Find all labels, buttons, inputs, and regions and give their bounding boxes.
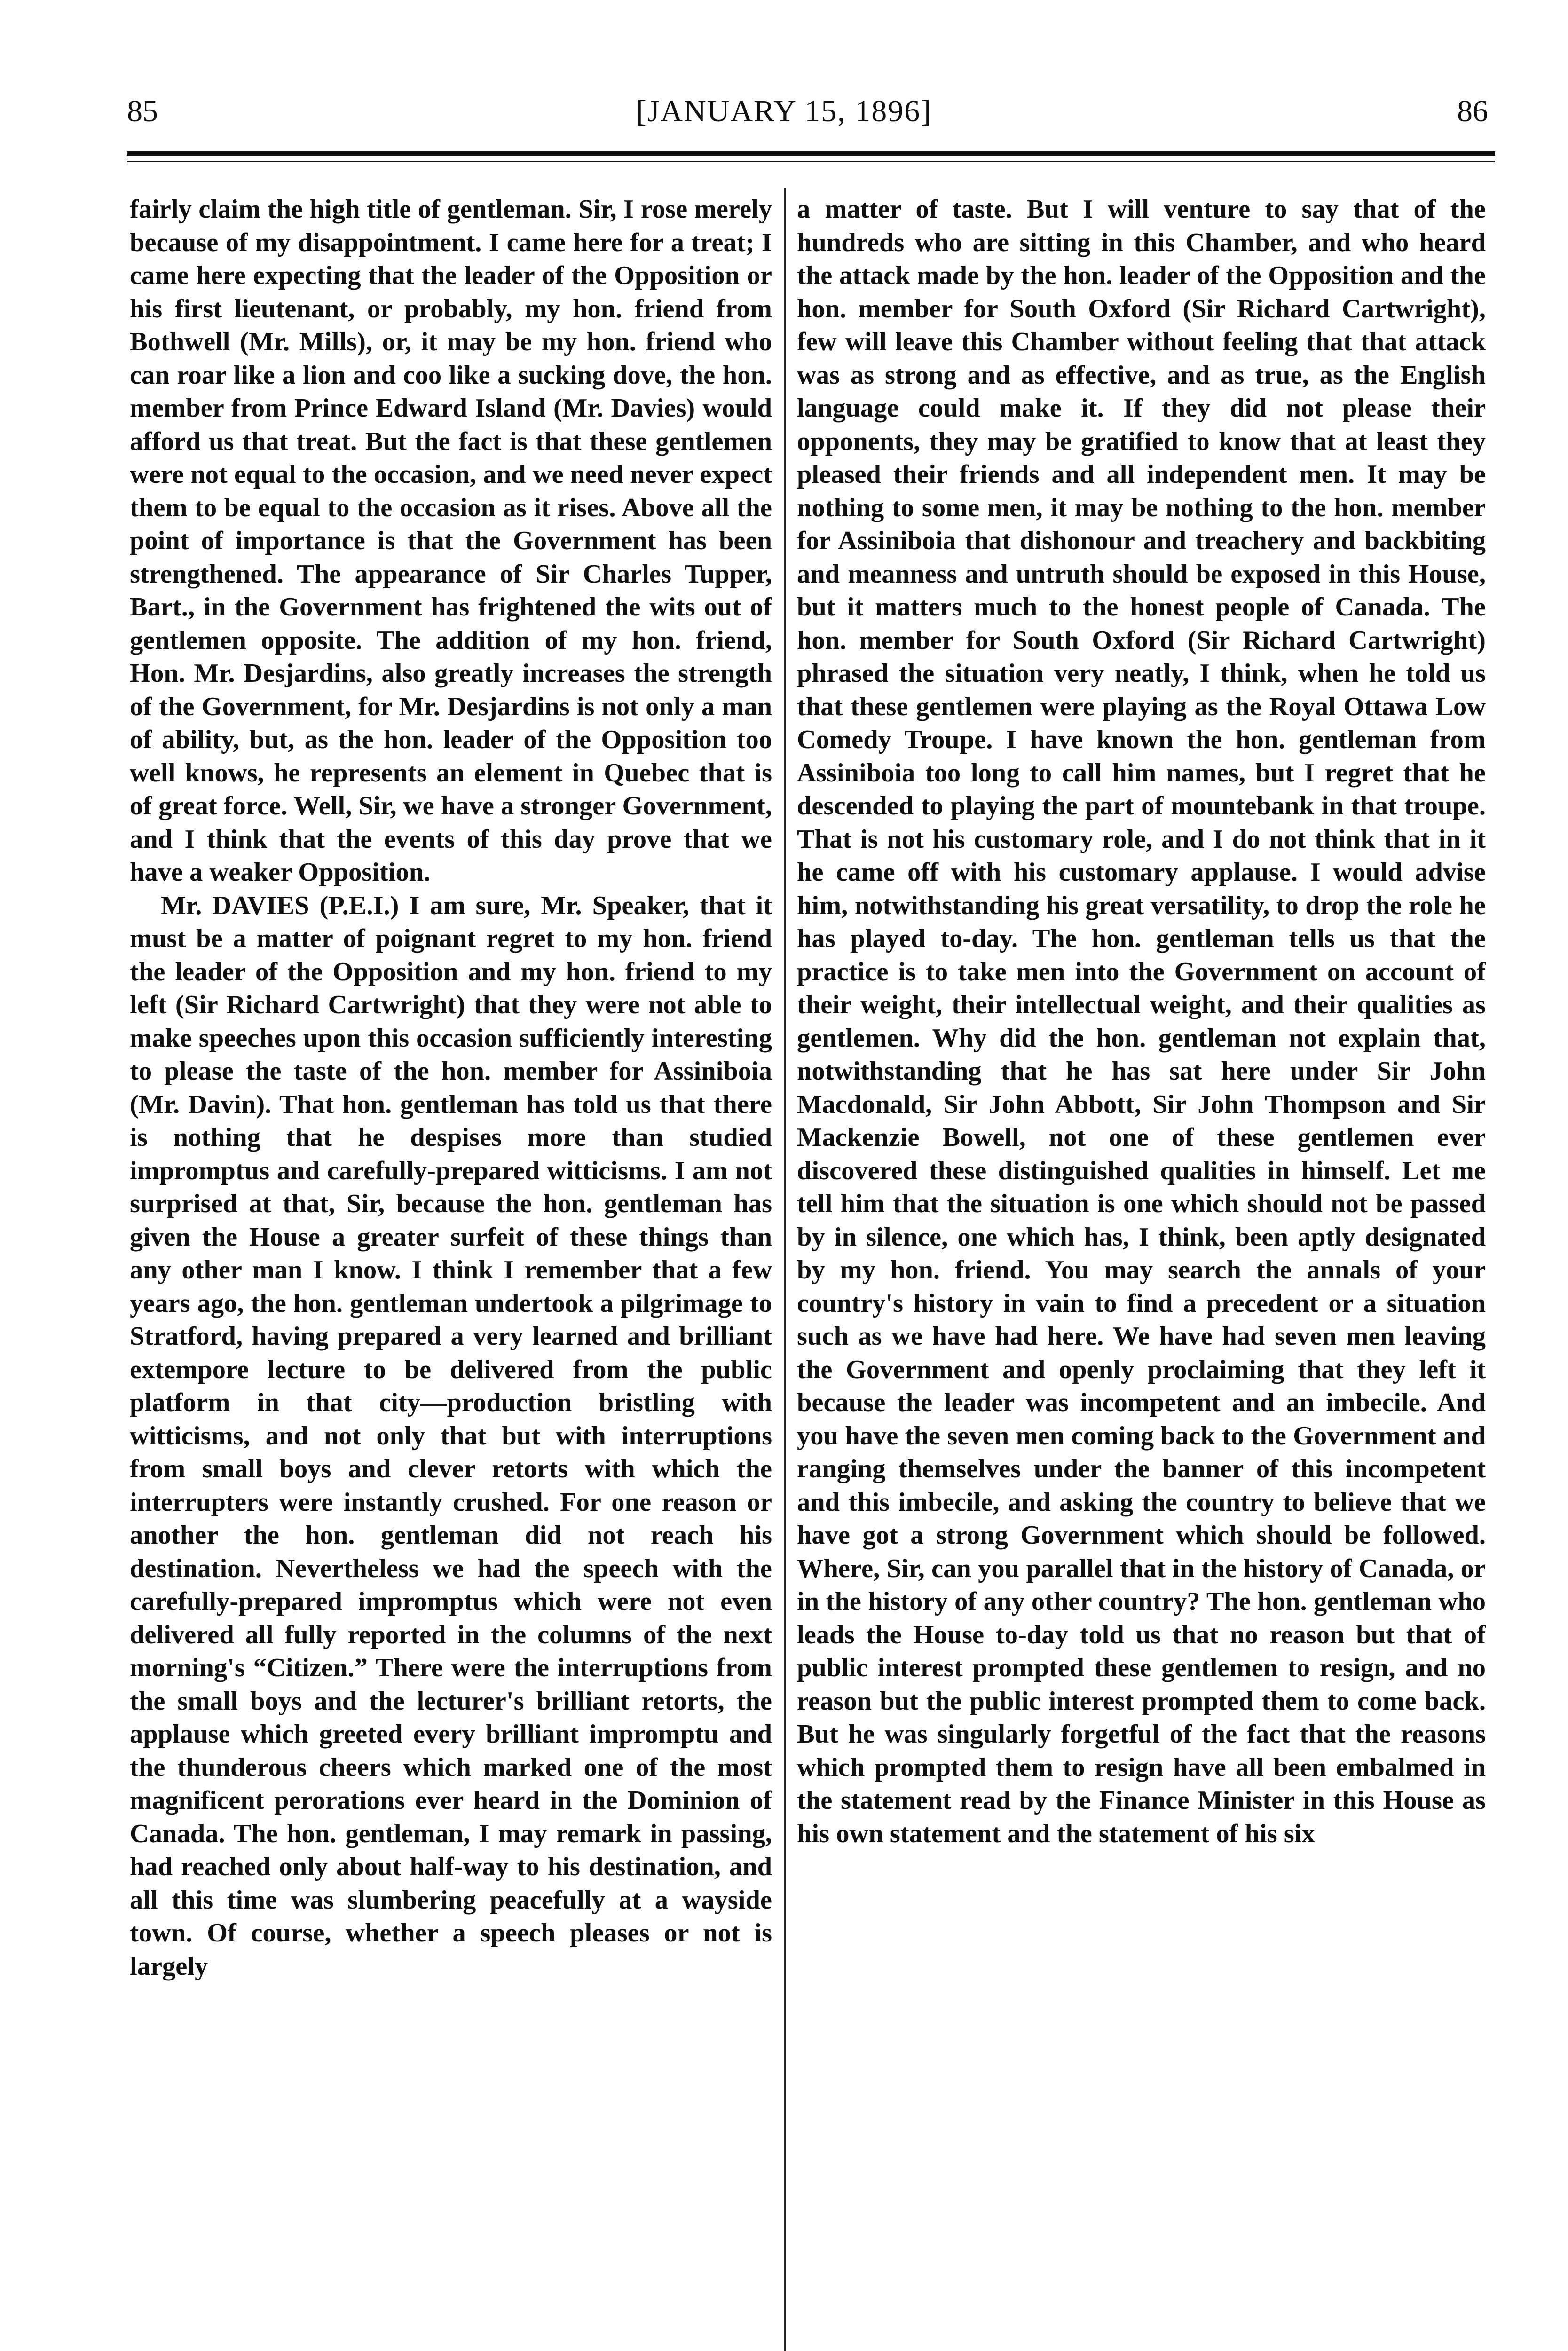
column-divider xyxy=(784,188,786,2351)
header-rule-thick xyxy=(127,151,1495,156)
right-paragraph-1: a matter of taste. But I will venture to say that of the hundreds who are sitting in this Chamber, and who heard the attack made by the hon. leader of the Opposition and the hon. member for South Oxford (Sir Richard Cartwright), few will leave this Chamber without feeling that that attack was as strong and as effective, and as true, as the English language could make it. If they did not please their opponents, they may be gratified to know that at least they pleased their friends and all independent men. It may be nothing to some men, it may be nothing to the hon. member for Assiniboia that dishonour and treachery and backbiting and meanness and untruth should be exposed in this House, but it matters much to the honest people of Canada. The hon. member for South Oxford (Sir Richard Cartwright) phrased the situation very neatly, I think, when he told us that these gentlemen were playing as the Royal Ottawa Low Comedy Troupe. I have known the hon. gentleman from Assiniboia too long to call him names, but I regret that he descended to playing the part of mountebank in that troupe. That is not his customary role, and I do not think that in it he came off with his customary applause. I would advise him, notwithstanding his great versatility, to drop the role he has played to-day. The hon. gentleman tells us that the practice is to take men into the Government on account of their weight, their intellectual weight, and their qualities as gentlemen. Why did the hon. gentleman not explain that, notwithstanding that he has sat here under Sir John Macdonald, Sir John Abbott, Sir John Thompson and Sir Mackenzie Bowell, not one of these gentlemen ever discovered these distinguished qualities in himself. Let me tell him that the situation is one which should not be passed by in silence, one which has, I think, been aptly designated by my hon. friend. You may search the annals of your country's history in vain to find a precedent or a situation such as we have had here. We have had seven men leaving the Government and openly proclaiming that they left it because the leader was incompetent and an imbecile. And you have the seven men coming back to the Government and ranging themselves under the banner of this incompetent and this imbecile, and asking the country to believe that we have got a strong Government which should be followed. Where, Sir, can you parallel that in the history of Canada, or in the history of any other country? The hon. gentleman who leads the House to-day told us that no reason but that of public interest prompted these gentlemen to resign, and no reason but the public interest prompted them to come back. But he was singularly forgetful of the fact that the reasons which prompted them to resign have all been embalmed in the statement read by the Finance Minister in this House as his own statement and the statement of his six xyxy=(797,195,1486,1848)
page-number-left: 85 xyxy=(127,94,158,128)
page-number-right: 86 xyxy=(1457,94,1488,128)
left-paragraph-1: fairly claim the high title of gentleman. Sir, I rose merely because of my disappointment. I came here for a treat; I came here expecting that the leader of the Opposition or his first lieutenant, or probably, my hon. friend from Bothwell (Mr. Mills), or, it may be my hon. friend who can roar like a lion and coo like a sucking dove, the hon. member from Prince Edward Island (Mr. Davies) would afford us that treat. But the fact is that these gentlemen were not equal to the occasion, and we need never expect them to be equal to the occasion as it rises. Above all the point of importance is that the Government has been strengthened. The appearance of Sir Charles Tupper, Bart., in the Government has frightened the wits out of gentlemen opposite. The addition of my hon. friend, Hon. Mr. Desjardins, also greatly increases the strength of the Government, for Mr. Desjardins is not only a man of ability, but, as the hon. leader of the Opposition too well knows, he represents an element in Quebec that is of great force. Well, Sir, we have a stronger Government, and I think that the events of this day prove that we have a weaker Opposition. xyxy=(130,195,772,887)
header-date: [JANUARY 15, 1896] xyxy=(636,94,932,128)
left-paragraph-2: Mr. DAVIES (P.E.I.) I am sure, Mr. Speaker, that it must be a matter of poignant regret to my hon. friend the leader of the Opposition and my hon. friend to my left (Sir Richard Cartwright) that they were not able to make speeches upon this occasion sufficiently interesting to please the taste of the hon. member for Assiniboia (Mr. Davin). That hon. gentleman has told us that there is nothing that he despises more than studied impromptus and carefully-prepared witticisms. I am not surprised at that, Sir, because the hon. gentleman has given the House a greater surfeit of these things than any other man I know. I think I remember that a few years ago, the hon. gentleman undertook a pilgrimage to Stratford, having prepared a very learned and brilliant extempore lecture to be delivered from the public platform in that city—production bristling with witticisms, and not only that but with interruptions from small boys and clever retorts with which the interrupters were instantly crushed. For one reason or another the hon. gentleman did not reach his destination. Nevertheless we had the speech with the carefully-prepared impromptus which were not even delivered all fully reported in the columns of the next morning's “Citizen.” There were the interruptions from the small boys and the lecturer's brilliant retorts, the applause which greeted every brilliant impromptu and the thunderous cheers which marked one of the most magnificent perorations ever heard in the Dominion of Canada. The hon. gentleman, I may remark in passing, had reached only about half-way to his destination, and all this time was slumbering peacefully at a wayside town. Of course, whether a speech pleases or not is largely xyxy=(130,891,772,1981)
page-header xyxy=(0,86,1568,137)
right-column xyxy=(797,193,1486,2351)
left-column xyxy=(130,193,772,2351)
header-rule-thin xyxy=(127,161,1495,162)
